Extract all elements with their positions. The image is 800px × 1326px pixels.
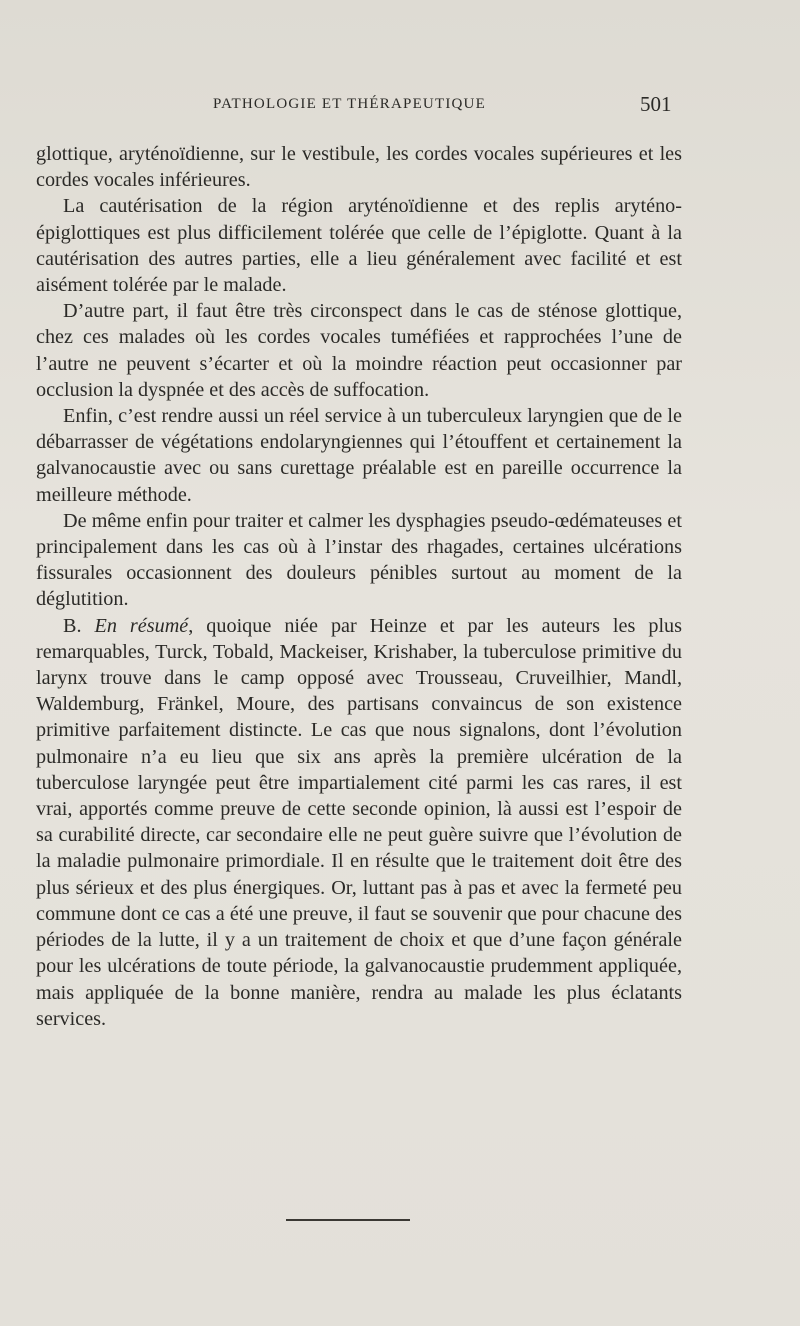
paragraph-resume	[36, 613, 682, 1032]
italic-phrase: En résumé	[94, 614, 189, 637]
paragraph-resume-text: , quoique niée par Heinze et par les auteurs les plus remarquables, Turck, Tobald, Mackeiser, Krishaber, la tuberculose primitive du larynx trouve dans le camp opposé avec Trousseau, Cruveilhier, Mandl, Waldemburg, Fränkel, Moure, des partisans convaincus de son existence primitive parfaitement distincte. Le cas que nous signalons, dont l’évolution pulmonaire n’a eu lieu que six ans après la première ulcération de la tuberculose laryngée peut être impartialement cité parmi les cas rares, il est vrai, apportés comme preuve de cette seconde opinion, là aussi est l’espoir de sa curabilité directe, car secondaire elle ne peut guère suivre que l’évolution de la maladie pulmonaire primordiale. Il en résulte que le traitement doit être des plus sérieux et des plus énergiques. Or, luttant pas à pas et avec la fermeté peu commune dont ce cas a été une preuve, il faut se souvenir que pour chacune des périodes de la lutte, il y a un traitement de choix et que d’une façon générale pour les ulcérations de toute période, la galvanocaustie prudemment appliquée, mais appliquée de la bonne manière, rendra au malade les plus éclatants services.	[36, 614, 682, 1030]
page-number: 501	[640, 92, 672, 116]
body-text	[36, 141, 682, 1032]
paragraph-stenose: D’autre part, il faut être très circonspect dans le cas de sténose glottique, chez ces malades où les cordes vocales tuméfiées et rapprochées l’une de l’autre ne peuvent s’écarter et où la moindre réaction peut occasionner par occlusion la dyspnée et des accès de suffocation.	[36, 300, 682, 401]
section-letter: B.	[63, 614, 82, 637]
paragraph-dysphagies: De même enfin pour traiter et calmer les dysphagies pseudo-œdémateuses et principalement dans les cas où à l’instar des rhagades, certaines ulcérations fissurales occasionnent des douleurs pénibles surtout au moment de la déglutition.	[36, 509, 682, 611]
page-header	[0, 92, 800, 122]
paragraph-continued: glottique, aryténoïdienne, sur le vestibule, les cordes vocales supérieures et les cordes vocales inférieures.	[36, 143, 682, 192]
running-title: PATHOLOGIE ET THÉRAPEUTIQUE	[213, 96, 486, 112]
paragraph-vegetations: Enfin, c’est rendre aussi un réel service à un tuberculeux laryngien que de le débarrasser de végétations endolaryngiennes qui l’étouffent et certainement la galvanocaustie avec ou sans curettage préalable est en pareille occurrence la meilleure méthode.	[36, 405, 682, 506]
end-rule	[286, 1219, 410, 1221]
paragraph-cauterisation: La cautérisation de la région aryténoïdienne et des replis aryténo-épiglottiques est plus difficilement tolérée que celle de l’épiglotte. Quant à la cautérisation des autres parties, elle a lieu généralement avec facilité et est aisément tolérée par le malade.	[36, 195, 682, 297]
